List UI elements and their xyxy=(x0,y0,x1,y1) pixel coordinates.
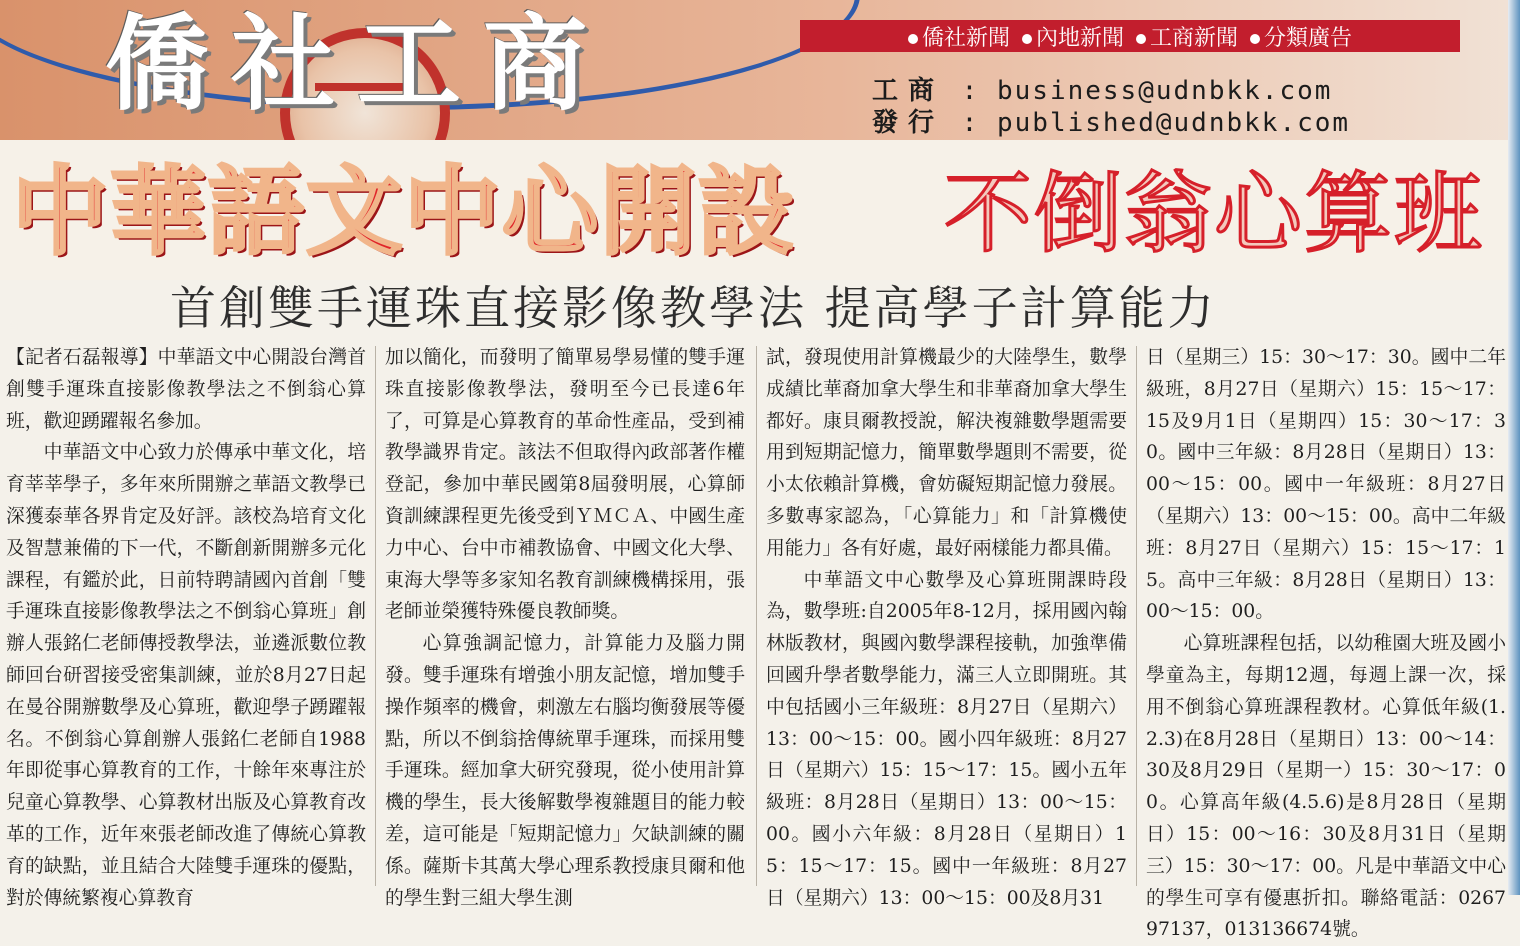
contact-email: published@udnbkk.com xyxy=(996,108,1351,138)
masthead-title: 僑社工商 xyxy=(105,3,610,125)
section-item-mainland-news: 內地新聞 xyxy=(1016,21,1130,52)
article-paragraph: 心算強調記憶力，計算能力及腦力開發。雙手運珠有增強小朋友記憶，增加雙手操作頻率的機會，刺激左右腦均衡發展等優點，所以不倒翁捨傳統單手運珠，而採用雙手運珠。經加拿大研究發現，從小使用計算機的學生，長大後解數學複雜題目的能力較差，這可能是「短期記憶力」欠缺訓練的關係。薩斯卡其萬大學心理系教授康貝爾和他的學生對三組大學生測 xyxy=(385,633,745,909)
section-navigation-bar xyxy=(800,20,1460,52)
section-item-overseas-news: 僑社新聞 xyxy=(902,21,1016,52)
article-paragraph: 【記者石磊報導】中華語文中心開設台灣首創雙手運珠直接影像教學法之不倒翁心算班，歡迎踴躍報名參加。 xyxy=(6,347,366,432)
article-paragraph: 日（星期三）15：30～17：30。國中二年級班，8月27日（星期六）15：15～17：15及9月1日（星期四）15：30～17：30。國中三年級：8月28日（星期日）13：00～15：00。國中一年級班：8月27日（星期六）13：00～15：00。高中二年級班：8月27日（星期六）15：15～17：15。高中三年級：8月28日（星期日）13：00～15：00。 xyxy=(1146,347,1506,623)
article-paragraph: 加以簡化，而發明了簡單易學易懂的雙手運珠直接影像教學法，發明至今已長達6年了，可算是心算教育的革命性產品，受到補教學識界肯定。該法不但取得內政部著作權登記，參加中華民國第8屆發明展，心算師資訓練課程更先後受到ＹＭＣＡ、中國生產力中心、台中市補教協會、中國文化大學、東海大學等多家知名教育訓練機構採用，張老師並榮獲特殊優良教師獎。 xyxy=(385,347,745,623)
article-paragraph: 心算班課程包括，以幼稚園大班及國小學童為主，每期12週，每週上課一次，採用不倒翁心算班課程教材。心算低年級(1.2.3)在8月28日（星期日）13：00～14：30及8月29日（星期一）15：30～17：00。心算高年級(4.5.6)是8月28日（星期日）15：00～16：30及8月31日（星期三）15：30～17：00。凡是中華語文中心的學生可享有優惠折扣。聯絡電話：026797137，013136674號。 xyxy=(1146,633,1506,941)
subheadline: 首創雙手運珠直接影像教學法 提高學子計算能力 xyxy=(170,281,1217,335)
bullet-icon xyxy=(1250,34,1260,44)
scan-edge-strip xyxy=(1508,0,1520,895)
article-column-1 xyxy=(6,342,366,909)
bullet-icon xyxy=(908,34,918,44)
contact-email: business@udnbkk.com xyxy=(996,76,1333,106)
contact-label: 工商 xyxy=(872,76,945,106)
article-column-3 xyxy=(766,342,1127,909)
headline-main: 中華語文中心開設 xyxy=(12,156,796,268)
section-item-classified-ads: 分類廣告 xyxy=(1244,21,1358,52)
headline-secondary: 不倒翁心算班 xyxy=(944,162,1485,265)
article-paragraph: 試，發現使用計算機最少的大陸學生，數學成績比華裔加拿大學生和非華裔加拿大學生都好。康貝爾教授說，解決複雜數學題需要用到短期記憶力，簡單數學題則不需要，從小太依賴計算機，會妨礙短期記憶力發展。多數專家認為，「心算能力」和「計算機使用能力」各有好處，最好兩樣能力都具備。 xyxy=(766,347,1127,559)
publishing-contact: 發行 : published@udnbkk.com xyxy=(872,108,1351,138)
bullet-icon xyxy=(1136,34,1146,44)
article-column-2 xyxy=(385,342,745,909)
article-body xyxy=(0,342,1520,941)
headline-area xyxy=(0,140,1520,280)
article-paragraph: 中華語文中心數學及心算班開課時段為，數學班:自2005年8-12月，採用國內翰林版教材，與國內數學課程接軌，加強準備回國升學者數學能力，滿三人立即開班。其中包括國小三年級班：8月27日（星期六）13：00～15：00。國小四年級班：8月27日（星期六）15：15～17：15。國小五年級班：8月28日（星期日）13：00～15：00。國小六年級：8月28日（星期日）15：15～17：15。國中一年級班：8月27日（星期六）13：00～15：00及8月31 xyxy=(766,569,1127,909)
section-item-business-news: 工商新聞 xyxy=(1130,21,1244,52)
newspaper-header xyxy=(0,0,1520,140)
article-column-4 xyxy=(1146,342,1506,941)
business-contact: 工商 : business@udnbkk.com xyxy=(872,76,1333,106)
bullet-icon xyxy=(1022,34,1032,44)
article-paragraph: 中華語文中心致力於傳承中華文化，培育莘莘學子，多年來所開辦之華語文教學已深獲泰華各界肯定及好評。該校為培育文化及智慧兼備的下一代，不斷創新開辦多元化課程，有鑑於此，日前特聘請國內首創「雙手運珠直接影像教學法之不倒翁心算班」創辦人張銘仁老師傳授教學法，並遴派數位教師回台研習接受密集訓練，並於8月27日起在曼谷開辦數學及心算班，歡迎學子踴躍報名。不倒翁心算創辦人張銘仁老師自1988年即從事心算教育的工作，十餘年來專注於兒童心算教學、心算教材出版及心算教育改革的工作，近年來張老師改進了傳統心算教育的缺點，並且結合大陸雙手運珠的優點，對於傳統繁複心算教育 xyxy=(6,442,366,909)
column-divider xyxy=(1136,346,1137,886)
column-divider xyxy=(375,346,376,886)
contact-label: 發行 xyxy=(872,108,945,138)
column-divider xyxy=(756,346,757,886)
